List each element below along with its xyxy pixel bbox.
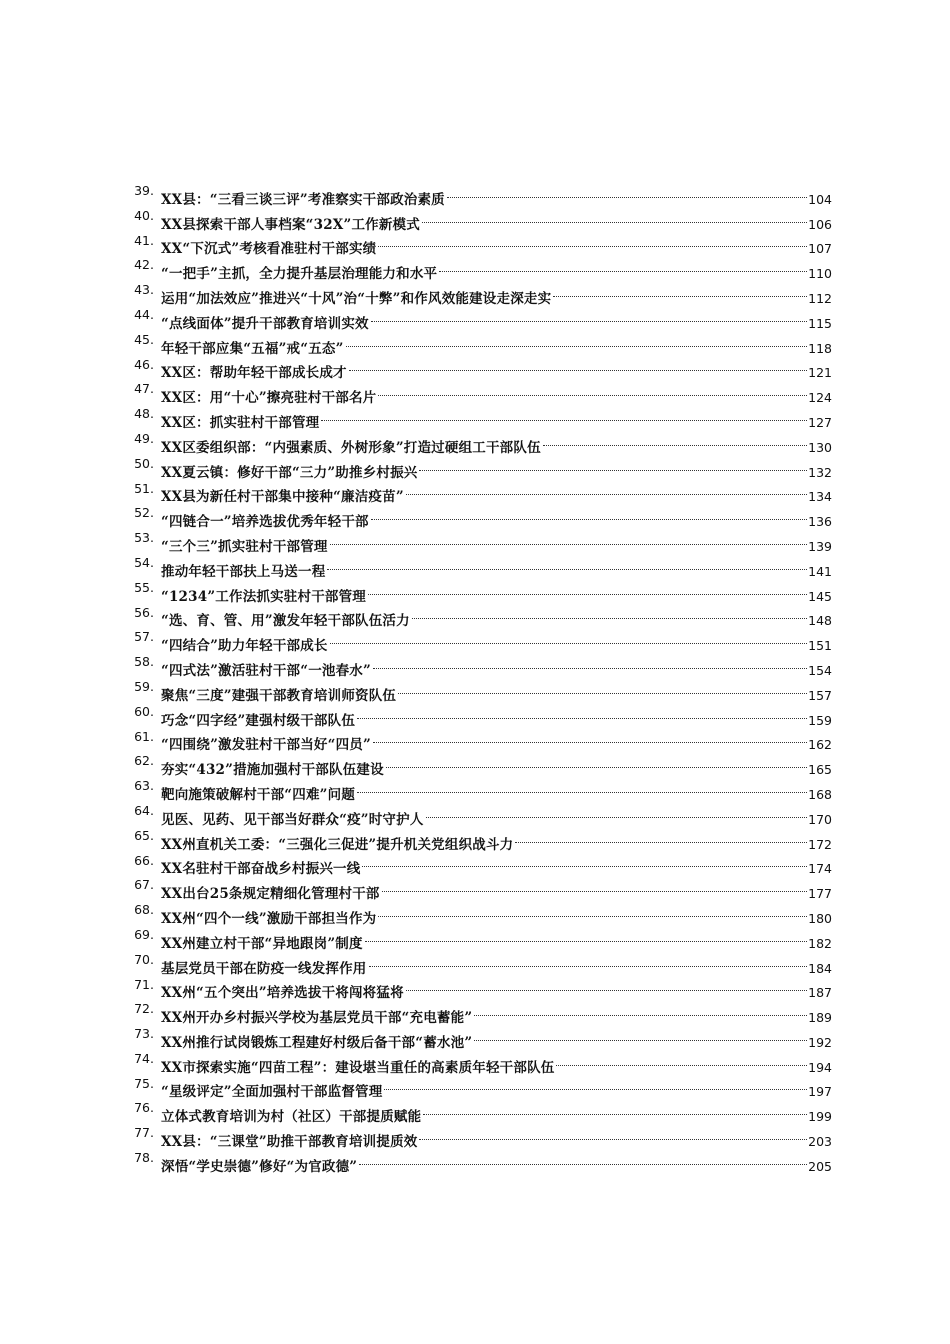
toc-entry-number: 56.: [134, 604, 154, 620]
toc-entry[interactable]: [0, 749, 950, 779]
toc-entry[interactable]: [0, 650, 950, 679]
toc-dot-leader: [325, 551, 808, 576]
toc-dot-leader: [424, 799, 809, 824]
toc-entry-number: 42.: [134, 257, 154, 273]
toc-dot-leader: [347, 353, 808, 378]
toc-dot-leader: [369, 303, 808, 328]
toc-entry-title[interactable]: XX区：帮助年轻干部成长成才: [161, 365, 347, 382]
toc-entry[interactable]: [0, 204, 950, 233]
toc-entry[interactable]: [0, 725, 950, 754]
toc-dot-leader: [357, 1146, 808, 1171]
toc-dot-leader: [360, 849, 808, 874]
toc-entry[interactable]: [0, 799, 950, 828]
toc-entry[interactable]: [0, 1047, 950, 1076]
toc-entry[interactable]: [0, 377, 950, 407]
toc-entry-title[interactable]: 基层党员干部在防疫一线发挥作用: [161, 960, 367, 977]
toc-entry-page-number: 148: [808, 613, 832, 629]
toc-entry-title[interactable]: XX州开办乡村振兴学校为基层党员干部“充电蓄能”: [161, 1010, 473, 1027]
toc-entry-page-number: 165: [808, 762, 832, 778]
toc-dot-leader: [513, 824, 808, 849]
toc-entry-page-number: 121: [808, 365, 832, 381]
toc-entry-title[interactable]: 巧念“四字经”建强村级干部队伍: [161, 712, 356, 729]
toc-entry[interactable]: [0, 253, 950, 283]
toc-entry-page-number: 104: [808, 191, 832, 207]
toc-entry-page-number: 136: [808, 514, 832, 530]
toc-dot-leader: [396, 675, 808, 700]
toc-entry-title[interactable]: XX州推行试岗锻炼工程建好村级后备干部“蓄水池”: [161, 1034, 473, 1051]
toc-entry-number: 60.: [134, 703, 154, 719]
toc-entry-title[interactable]: “星级评定”全面加强村干部监督管理: [161, 1084, 383, 1101]
toc-entry[interactable]: [0, 898, 950, 927]
toc-entry-page-number: 203: [808, 1134, 832, 1150]
toc-dot-leader: [363, 923, 808, 948]
toc-entry-title[interactable]: XX夏云镇：修好干部“三力”助推乡村振兴: [161, 464, 418, 481]
toc-dot-leader: [319, 402, 808, 427]
toc-entry-number: 76.: [134, 1100, 154, 1116]
toc-entry-number: 75.: [134, 1075, 154, 1091]
toc-entry[interactable]: [0, 824, 950, 853]
toc-entry-page-number: 134: [808, 489, 832, 505]
toc-entry-title[interactable]: 深悟“学史崇德”修好“为官政德”: [161, 1158, 358, 1175]
toc-entry-page-number: 192: [808, 1034, 832, 1050]
toc-dot-leader: [371, 650, 808, 675]
toc-entry-page-number: 177: [808, 886, 832, 902]
toc-entry[interactable]: [0, 477, 950, 506]
toc-entry[interactable]: [0, 675, 950, 704]
toc-entry[interactable]: [0, 526, 950, 555]
toc-entry-title[interactable]: XX州直机关工委：“三强化三促进”提升机关党组织战斗力: [161, 836, 514, 853]
toc-entry-number: 45.: [134, 331, 154, 347]
toc-dot-leader: [355, 700, 808, 725]
toc-entry-page-number: 124: [808, 390, 832, 406]
toc-entry-number: 46.: [134, 356, 154, 372]
toc-entry[interactable]: [0, 997, 950, 1027]
toc-entry-number: 53.: [134, 530, 154, 546]
toc-dot-leader: [367, 948, 809, 973]
toc-entry[interactable]: [0, 402, 950, 431]
toc-entry-page-number: 162: [808, 737, 832, 753]
toc-entry-number: 58.: [134, 654, 154, 670]
toc-entry-title[interactable]: 聚焦“三度”建强干部教育培训师资队伍: [161, 687, 397, 704]
toc-dot-leader: [376, 229, 808, 254]
toc-entry[interactable]: [0, 1022, 950, 1051]
toc-entry-page-number: 145: [808, 588, 832, 604]
toc-entry[interactable]: [0, 700, 950, 729]
toc-entry[interactable]: [0, 353, 950, 382]
toc-entry-title[interactable]: XX县：“三课堂”助推干部教育培训提质效: [161, 1134, 418, 1151]
toc-entry[interactable]: [0, 973, 950, 1002]
toc-dot-leader: [404, 477, 808, 502]
toc-entry-body: [161, 1146, 832, 1180]
toc-entry[interactable]: [0, 1072, 950, 1101]
toc-entry-number: 41.: [134, 232, 154, 248]
toc-entry-number: 55.: [134, 579, 154, 595]
toc-dot-leader: [410, 601, 808, 626]
toc-entry-page-number: 197: [808, 1084, 832, 1100]
toc-entry[interactable]: [0, 625, 950, 655]
toc-entry[interactable]: [0, 1121, 950, 1151]
toc-entry-page-number: 112: [808, 290, 832, 306]
toc-entry-number: 62.: [134, 753, 154, 769]
toc-dot-leader: [541, 427, 808, 452]
toc-entry-number: 67.: [134, 877, 154, 893]
toc-entry[interactable]: [0, 303, 950, 332]
toc-dot-leader: [328, 526, 809, 551]
toc-entry-title[interactable]: “1234”工作法抓实驻村干部管理: [161, 588, 367, 605]
toc-entry-page-number: 139: [808, 538, 832, 554]
toc-entry-page-number: 127: [808, 414, 832, 430]
toc-dot-leader: [472, 997, 808, 1022]
toc-dot-leader: [355, 774, 808, 799]
toc-entry-number: 50.: [134, 455, 154, 471]
toc-entry-title[interactable]: 推动年轻干部扶上马送一程: [161, 563, 326, 580]
toc-entry-title[interactable]: XX区委组织部：“内强素质、外树形象”打造过硬组工干部队伍: [161, 439, 541, 456]
toc-entry-number: 39.: [134, 183, 154, 198]
toc-entry-number: 48.: [134, 406, 154, 422]
toc-entry-page-number: 205: [808, 1158, 832, 1174]
toc-entry[interactable]: [0, 427, 950, 456]
toc-entry[interactable]: [0, 923, 950, 952]
toc-entry-number: 44.: [134, 306, 154, 322]
toc-entry-number: 65.: [134, 827, 154, 843]
toc-entry-number: 49.: [134, 430, 154, 446]
toc-entry-title[interactable]: 夯实“432”措施加强村干部队伍建设: [161, 762, 384, 779]
toc-entry-title[interactable]: XX州“五个突出”培养选拔干将闯将猛将: [161, 985, 404, 1002]
toc-entry[interactable]: [0, 229, 950, 258]
toc-entry-page-number: 154: [808, 662, 832, 678]
toc-entry-page-number: 115: [808, 315, 832, 331]
toc-entry-title[interactable]: “选、育、管、用”激发年轻干部队伍活力: [161, 613, 410, 630]
toc-entry-page-number: 157: [808, 687, 832, 703]
toc-entry-number: 73.: [134, 1026, 154, 1042]
toc-entry-page-number: 184: [808, 960, 832, 976]
table-of-contents: [0, 179, 950, 1175]
toc-dot-leader: [371, 725, 808, 750]
toc-dot-leader: [421, 1096, 808, 1121]
toc-entry-page-number: 141: [808, 563, 832, 579]
toc-entry-title[interactable]: 运用“加法效应”推进兴“十风”治“十弊”和作风效能建设走深走实: [161, 290, 552, 307]
toc-entry[interactable]: [0, 774, 950, 803]
toc-entry-title[interactable]: 靶向施策破解村干部“四难”问题: [161, 786, 356, 803]
toc-entry-title[interactable]: XX名驻村干部奋战乡村振兴一线: [161, 861, 361, 878]
toc-entry-title[interactable]: XX市探索实施“四苗工程”：建设堪当重任的高素质年轻干部队伍: [161, 1059, 555, 1076]
toc-entry-page-number: 182: [808, 935, 832, 951]
toc-entry-number: 63.: [134, 778, 154, 794]
toc-dot-leader: [554, 1047, 808, 1072]
toc-entry-number: 69.: [134, 926, 154, 942]
toc-entry-page-number: 159: [808, 712, 832, 728]
toc-entry-number: 70.: [134, 951, 154, 967]
toc-entry-title[interactable]: XX县探索干部人事档案“32X”工作新模式: [161, 216, 420, 233]
toc-entry-number: 52.: [134, 505, 154, 521]
toc-dot-leader: [417, 452, 808, 477]
toc-entry-title[interactable]: “四式法”激活驻村干部“一池春水”: [161, 662, 371, 679]
toc-entry-page-number: 168: [808, 786, 832, 802]
toc-entry-page-number: 189: [808, 1010, 832, 1026]
toc-entry-title[interactable]: XX州“四个一线”激励干部担当作为: [161, 910, 377, 927]
toc-entry-title[interactable]: 立体式教育培训为村（社区）干部提质赋能: [161, 1109, 422, 1126]
toc-entry-title[interactable]: “四结合”助力年轻干部成长: [161, 638, 328, 655]
toc-entry-page-number: 174: [808, 861, 832, 877]
toc-entry-page-number: 110: [808, 266, 832, 282]
toc-entry-title[interactable]: “四链合一”培养选拔优秀年轻干部: [161, 514, 369, 531]
toc-entry-title[interactable]: “一把手”主抓，全力提升基层治理能力和水平: [161, 266, 438, 283]
toc-dot-leader: [376, 898, 808, 923]
toc-dot-leader: [417, 1121, 808, 1146]
toc-entry[interactable]: [0, 179, 950, 208]
toc-entry-number: 54.: [134, 554, 154, 570]
toc-entry-page-number: 118: [808, 340, 832, 356]
toc-entry[interactable]: [0, 1146, 950, 1175]
toc-entry-page-number: 106: [808, 216, 832, 232]
toc-entry-number: 78.: [134, 1150, 154, 1166]
toc-entry-page-number: 151: [808, 638, 832, 654]
toc-entry-number: 51.: [134, 480, 154, 496]
toc-entry-title[interactable]: XX区：用“十心”擦亮驻村干部名片: [161, 390, 377, 407]
toc-dot-leader: [328, 625, 809, 650]
toc-dot-leader: [404, 973, 808, 998]
toc-entry-page-number: 187: [808, 985, 832, 1001]
toc-entry-number: 77.: [134, 1125, 154, 1141]
toc-entry-title[interactable]: XX区：抓实驻村干部管理: [161, 414, 320, 431]
toc-entry-number: 43.: [134, 282, 154, 298]
toc-entry-title[interactable]: XX“下沉式”考核看准驻村干部实绩: [161, 241, 377, 258]
toc-entry[interactable]: [0, 452, 950, 481]
toc-entry-number: 61.: [134, 728, 154, 744]
toc-entry-page-number: 172: [808, 836, 832, 852]
toc-entry-title[interactable]: XX县为新任村干部集中接种“廉洁疫苗”: [161, 489, 404, 506]
toc-dot-leader: [366, 576, 808, 601]
toc-dot-leader: [384, 749, 808, 774]
toc-dot-leader: [369, 501, 808, 526]
toc-entry-title[interactable]: “点线面体”提升干部教育培训实效: [161, 315, 369, 332]
toc-entry[interactable]: [0, 576, 950, 605]
toc-entry[interactable]: [0, 873, 950, 903]
toc-entry[interactable]: [0, 849, 950, 878]
toc-dot-leader: [437, 253, 808, 278]
toc-dot-leader: [344, 328, 809, 353]
toc-dot-leader: [420, 204, 808, 229]
toc-entry[interactable]: [0, 501, 950, 531]
toc-entry-page-number: 132: [808, 464, 832, 480]
toc-entry-number: 66.: [134, 852, 154, 868]
toc-entry-title[interactable]: “三个三”抓实驻村干部管理: [161, 538, 328, 555]
toc-entry-page-number: 194: [808, 1059, 832, 1075]
toc-entry[interactable]: [0, 328, 950, 357]
toc-entry-page-number: 130: [808, 439, 832, 455]
toc-dot-leader: [472, 1022, 808, 1047]
toc-dot-leader: [382, 1072, 808, 1097]
toc-entry-page-number: 199: [808, 1109, 832, 1125]
toc-dot-leader: [380, 873, 809, 898]
toc-entry-title[interactable]: 见医、见药、见干部当好群众“疫”时守护人: [161, 811, 424, 828]
toc-entry[interactable]: [0, 1096, 950, 1126]
toc-entry-number: 57.: [134, 629, 154, 645]
toc-entry-number: 47.: [134, 381, 154, 397]
toc-entry-title[interactable]: “四围绕”激发驻村干部当好“四员”: [161, 737, 371, 754]
toc-entry-page-number: 170: [808, 811, 832, 827]
toc-entry-number: 72.: [134, 1001, 154, 1017]
toc-entry-number: 40.: [134, 207, 154, 223]
toc-entry-number: 71.: [134, 976, 154, 992]
toc-entry-number: 68.: [134, 902, 154, 918]
toc-entry-number: 74.: [134, 1050, 154, 1066]
toc-entry-number: 59.: [134, 678, 154, 694]
toc-dot-leader: [376, 377, 808, 402]
toc-entry[interactable]: [0, 551, 950, 580]
toc-entry-title[interactable]: 年轻干部应集“五福”戒“五态”: [161, 340, 344, 357]
toc-dot-leader: [551, 278, 808, 303]
toc-entry[interactable]: [0, 601, 950, 630]
toc-entry-number: 64.: [134, 802, 154, 818]
toc-dot-leader: [445, 179, 808, 204]
toc-entry-page-number: 107: [808, 241, 832, 257]
toc-entry[interactable]: [0, 948, 950, 977]
toc-entry-page-number: 180: [808, 910, 832, 926]
toc-entry-title[interactable]: XX州建立村干部“异地跟岗”制度: [161, 935, 363, 952]
toc-entry[interactable]: [0, 278, 950, 307]
toc-entry-title[interactable]: XX县：“三看三谈三评”考准察实干部政治素质: [161, 191, 445, 208]
toc-entry-title[interactable]: XX出台25条规定精细化管理村干部: [161, 886, 380, 903]
